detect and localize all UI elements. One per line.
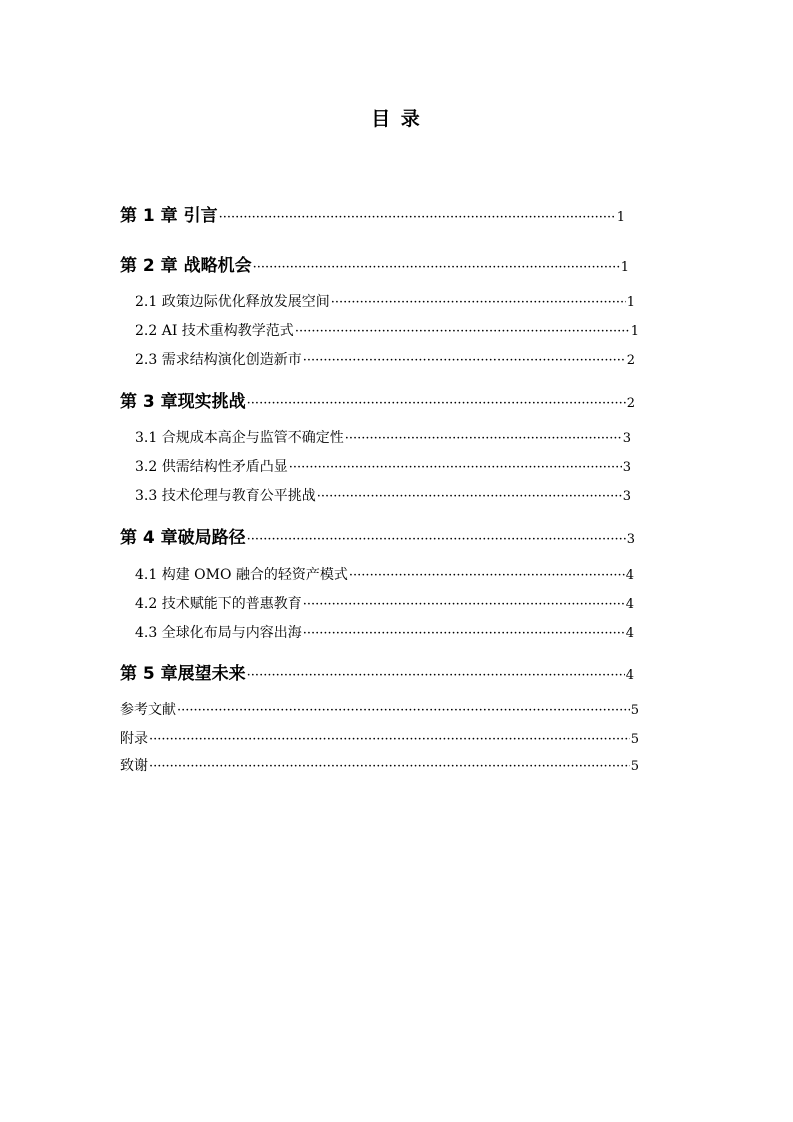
toc-entry-chapter-5[interactable] xyxy=(120,659,634,684)
toc-entry-page: 1 xyxy=(620,260,629,275)
toc-entry-page: 3 xyxy=(626,532,635,547)
toc-entry-page: 4 xyxy=(625,597,634,612)
toc-entry-references[interactable] xyxy=(120,699,639,719)
toc-entry-chapter-2[interactable] xyxy=(120,251,629,276)
toc-entry-section-2-2[interactable] xyxy=(135,320,639,340)
toc-entry-label: 4.3 全球化布局与内容出海 xyxy=(135,625,302,641)
toc-entry-section-4-2[interactable] xyxy=(135,593,634,613)
toc-entry-label: 2.3 需求结构演化创造新市 xyxy=(135,352,302,368)
toc-entry-page: 5 xyxy=(630,732,639,747)
leader-dots xyxy=(149,759,630,774)
toc-entry-label: 致谢 xyxy=(120,758,148,774)
leader-dots xyxy=(149,732,630,747)
page-title: 目 录 xyxy=(371,108,422,130)
toc-entry-acknowledgements[interactable] xyxy=(120,755,639,775)
toc-entry-label: 3.3 技术伦理与教育公平挑战 xyxy=(135,488,316,504)
toc-entry-label: 第 2 章 战略机会 xyxy=(120,256,252,276)
toc-entry-label: 第 4 章破局路径 xyxy=(120,528,246,548)
leader-dots xyxy=(247,396,626,411)
toc-entry-label: 参考文献 xyxy=(120,702,176,718)
toc-entry-label: 2.1 政策边际优化释放发展空间 xyxy=(135,294,330,310)
toc-entry-label: 3.2 供需结构性矛盾凸显 xyxy=(135,459,288,475)
leader-dots xyxy=(303,626,625,641)
toc-entry-page: 3 xyxy=(622,489,631,504)
toc-entry-section-3-3[interactable] xyxy=(135,485,631,505)
toc-entry-chapter-3[interactable] xyxy=(120,387,635,412)
toc-entry-label: 4.1 构建 OMO 融合的轻资产模式 xyxy=(135,567,348,583)
toc-entry-page: 1 xyxy=(630,324,639,339)
toc-entry-page: 3 xyxy=(622,431,631,446)
leader-dots xyxy=(317,489,622,504)
leader-dots xyxy=(219,210,616,225)
leader-dots xyxy=(247,668,625,683)
toc-entry-page: 4 xyxy=(625,668,634,683)
toc-entry-section-2-3[interactable] xyxy=(135,349,635,369)
toc-entry-section-4-3[interactable] xyxy=(135,622,634,642)
leader-dots xyxy=(349,568,625,583)
leader-dots xyxy=(295,324,630,339)
toc-entry-section-3-2[interactable] xyxy=(135,456,631,476)
toc-entry-label: 4.2 技术赋能下的普惠教育 xyxy=(135,596,302,612)
leader-dots xyxy=(345,431,622,446)
toc-entry-appendix[interactable] xyxy=(120,728,639,748)
toc-entry-page: 2 xyxy=(626,353,635,368)
toc-entry-label: 3.1 合规成本高企与监管不确定性 xyxy=(135,430,344,446)
toc-entry-label: 第 1 章 引言 xyxy=(120,206,218,226)
toc-entry-section-2-1[interactable] xyxy=(135,291,635,311)
toc-entry-chapter-4[interactable] xyxy=(120,523,635,548)
leader-dots xyxy=(331,295,626,310)
toc-entry-page: 3 xyxy=(622,460,631,475)
toc-entry-page: 1 xyxy=(626,295,635,310)
toc-entry-label: 附录 xyxy=(120,731,148,747)
toc-entry-page: 5 xyxy=(630,759,639,774)
toc-entry-page: 2 xyxy=(626,396,635,411)
toc-entry-label: 第 5 章展望未来 xyxy=(120,664,246,684)
toc-entry-page: 5 xyxy=(630,703,639,718)
toc-entry-page: 4 xyxy=(625,626,634,641)
toc-entry-label: 第 3 章现实挑战 xyxy=(120,392,246,412)
toc-entry-page: 4 xyxy=(625,568,634,583)
leader-dots xyxy=(303,597,625,612)
leader-dots xyxy=(253,260,620,275)
leader-dots xyxy=(303,353,626,368)
leader-dots xyxy=(177,703,630,718)
toc-entry-section-3-1[interactable] xyxy=(135,427,631,447)
toc-entry-label: 2.2 AI 技术重构教学范式 xyxy=(135,323,294,339)
leader-dots xyxy=(289,460,622,475)
toc-entry-page: 1 xyxy=(616,210,625,225)
toc-entry-chapter-1[interactable] xyxy=(120,201,625,226)
leader-dots xyxy=(247,532,626,547)
toc-entry-section-4-1[interactable] xyxy=(135,564,634,584)
